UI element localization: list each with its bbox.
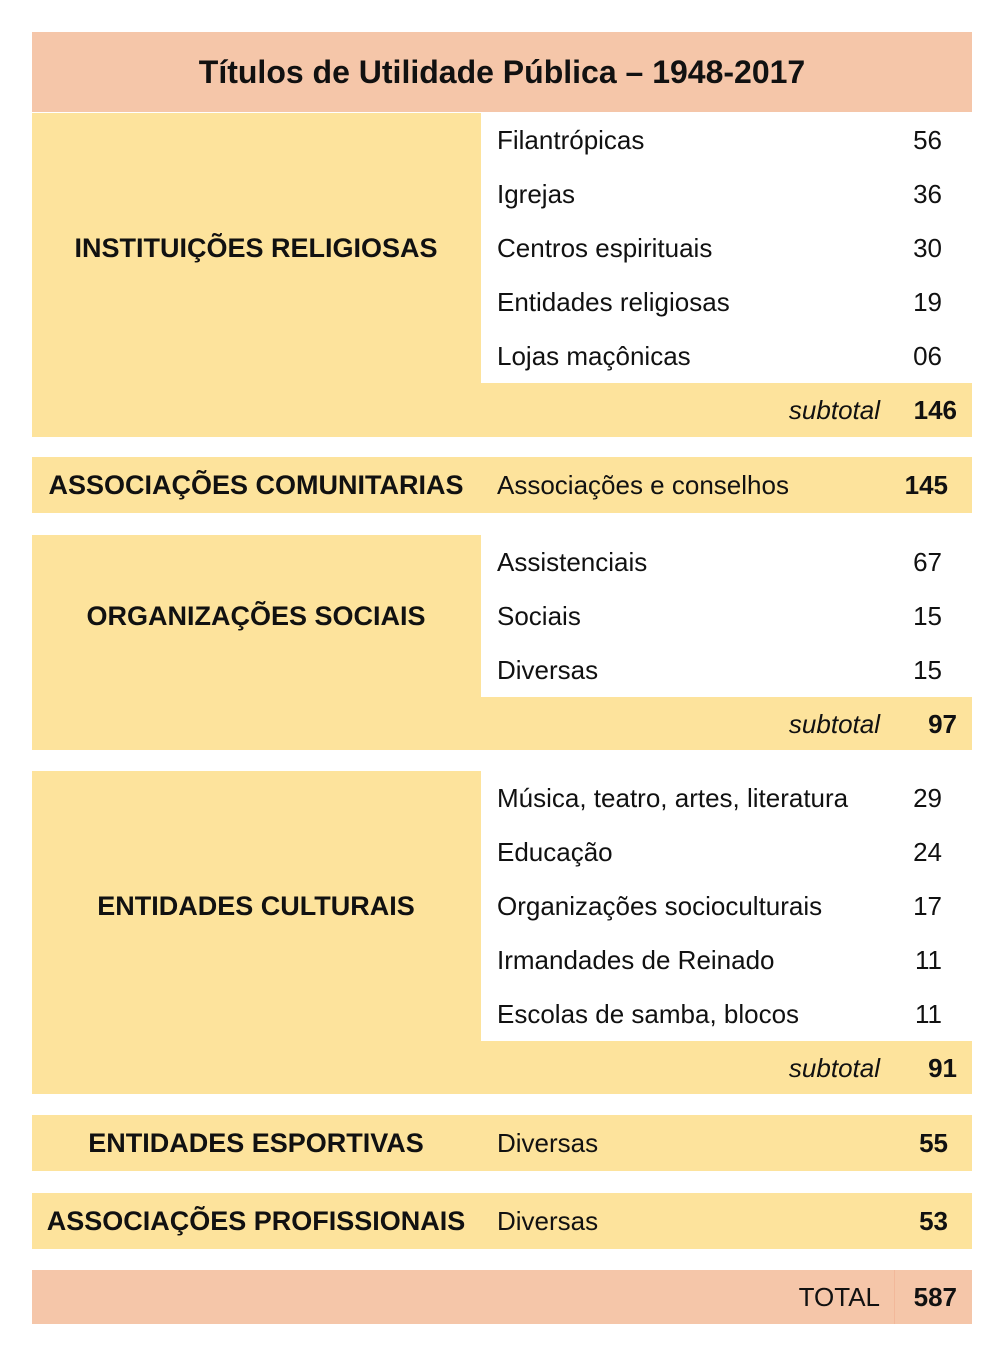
subtotal-row xyxy=(481,1041,972,1095)
subtotal-value: 97 xyxy=(928,708,957,739)
item-name: Sociais xyxy=(497,600,581,631)
list-item xyxy=(481,113,972,167)
item-value: 145 xyxy=(904,469,948,500)
item-name: Lojas maçônicas xyxy=(497,340,691,371)
section-esportivas xyxy=(32,1115,972,1171)
subtotal-label: subtotal xyxy=(788,1052,880,1083)
item-value: 24 xyxy=(913,836,942,867)
section-religiosas xyxy=(32,113,972,437)
list-item xyxy=(481,589,972,643)
item-value: 56 xyxy=(913,124,942,155)
subtotal-row xyxy=(481,383,972,437)
subtotal-value: 91 xyxy=(928,1052,957,1083)
item-name: Assistenciais xyxy=(497,546,648,577)
item-value: 67 xyxy=(913,546,942,577)
subtotal-value: 146 xyxy=(913,394,957,425)
item-name: Associações e conselhos xyxy=(497,469,789,500)
item-name: Organizações socioculturais xyxy=(497,890,823,921)
item-value: 06 xyxy=(913,340,942,371)
table-title: Títulos de Utilidade Pública – 1948-2017 xyxy=(198,53,806,90)
item-value: 19 xyxy=(913,286,942,317)
section-comunitarias xyxy=(32,457,972,513)
total-row xyxy=(32,1270,972,1324)
subtotal-label: subtotal xyxy=(788,394,880,425)
list-item xyxy=(481,879,972,933)
item-value: 30 xyxy=(913,232,942,263)
list-item xyxy=(481,825,972,879)
item-list xyxy=(481,771,972,1041)
item-name: Centros espirituais xyxy=(497,232,713,263)
subtotal-row xyxy=(481,697,972,751)
item-value: 11 xyxy=(915,944,942,975)
category-label: ORGANIZAÇÕES SOCIAIS xyxy=(86,600,426,631)
item-name: Diversas xyxy=(497,1127,599,1158)
item-name: Filantrópicas xyxy=(497,124,645,155)
list-item xyxy=(481,535,972,589)
item-value: 15 xyxy=(913,654,942,685)
item-list xyxy=(481,113,972,383)
item-value: 15 xyxy=(913,600,942,631)
section-culturais xyxy=(32,771,972,1094)
list-item xyxy=(481,771,972,825)
category-label: INSTITUIÇÕES RELIGIOSAS xyxy=(74,232,438,263)
category-label: ENTIDADES CULTURAIS xyxy=(97,890,415,921)
category-label: ENTIDADES ESPORTIVAS xyxy=(88,1127,424,1158)
list-item xyxy=(481,987,972,1041)
item-name: Diversas xyxy=(497,654,599,685)
list-item xyxy=(481,933,972,987)
item-name: Entidades religiosas xyxy=(497,286,730,317)
item-name: Diversas xyxy=(497,1205,599,1236)
item-name: Igrejas xyxy=(497,178,576,209)
table-title-bar xyxy=(32,32,972,112)
item-value: 36 xyxy=(913,178,942,209)
item-value: 11 xyxy=(915,998,942,1029)
category-label: ASSOCIAÇÕES COMUNITARIAS xyxy=(48,469,464,500)
item-name: Educação xyxy=(497,836,613,867)
item-value: 55 xyxy=(919,1127,948,1158)
list-item xyxy=(481,221,972,275)
section-profissionais xyxy=(32,1193,972,1249)
total-divider xyxy=(894,1270,895,1324)
category-label: ASSOCIAÇÕES PROFISSIONAIS xyxy=(46,1205,466,1236)
total-label: TOTAL xyxy=(798,1281,880,1312)
total-value: 587 xyxy=(913,1281,957,1312)
item-value: 29 xyxy=(913,782,942,813)
list-item xyxy=(481,167,972,221)
item-value: 53 xyxy=(919,1205,948,1236)
list-item xyxy=(481,643,972,697)
item-value: 17 xyxy=(913,890,942,921)
subtotal-label: subtotal xyxy=(788,708,880,739)
item-name: Música, teatro, artes, literatura xyxy=(497,782,849,813)
item-name: Escolas de samba, blocos xyxy=(497,998,800,1029)
item-list xyxy=(481,535,972,697)
section-sociais xyxy=(32,535,972,750)
item-name: Irmandades de Reinado xyxy=(497,944,775,975)
list-item xyxy=(481,275,972,329)
list-item xyxy=(481,329,972,383)
